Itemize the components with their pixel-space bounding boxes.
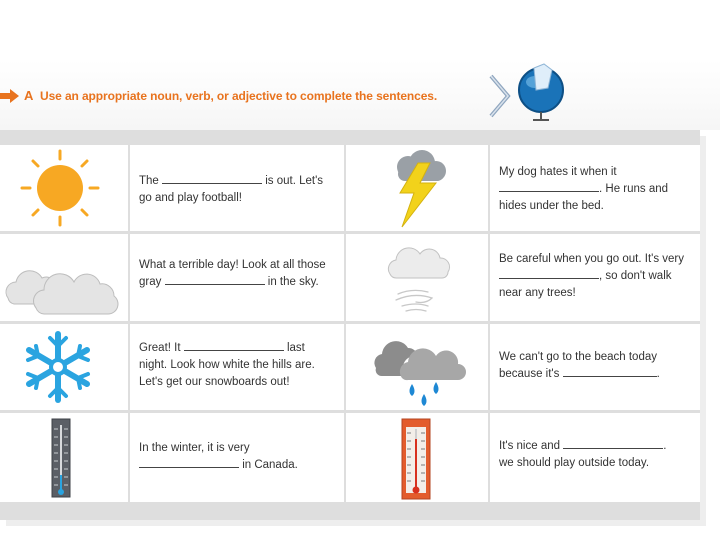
sentence-text: go and play football! bbox=[139, 192, 242, 204]
sentence-line bbox=[139, 440, 298, 457]
wind-icon bbox=[346, 234, 488, 321]
sentence-line bbox=[499, 455, 666, 472]
sentence-text: gray bbox=[139, 276, 165, 288]
sentence-line bbox=[139, 357, 315, 374]
sentence-cell bbox=[130, 234, 344, 321]
chevron-right-icon bbox=[488, 72, 512, 120]
exercise-instruction: Use an appropriate noun, verb, or adjective to complete the sentences. bbox=[40, 89, 438, 103]
sentence-line bbox=[139, 457, 298, 474]
cold-thermometer-icon bbox=[0, 413, 128, 502]
sentence-text: Let's get our snowboards out! bbox=[139, 376, 290, 388]
image-cell bbox=[0, 324, 128, 410]
sentence-text: . bbox=[663, 440, 667, 452]
sentence-2 bbox=[499, 164, 668, 215]
sentence-text: last bbox=[283, 342, 305, 354]
sentence-text: My dog hates it when it bbox=[499, 166, 617, 178]
sentence-text: is out. Let's bbox=[262, 175, 324, 187]
sentence-5 bbox=[139, 340, 315, 391]
sentence-text: We can't go to the beach today bbox=[499, 351, 657, 363]
sentence-line bbox=[499, 366, 660, 383]
snowflake-icon bbox=[0, 324, 128, 410]
sentence-cell bbox=[130, 413, 344, 502]
sentence-line bbox=[499, 198, 668, 215]
rain-cloud-icon bbox=[346, 324, 488, 410]
sentence-cell bbox=[490, 145, 700, 231]
sentence-text: we should play outside today. bbox=[499, 457, 650, 469]
answer-blank[interactable] bbox=[184, 340, 284, 351]
answer-blank[interactable] bbox=[499, 181, 599, 192]
sentence-cell bbox=[130, 324, 344, 410]
sun-icon bbox=[0, 145, 128, 231]
answer-blank[interactable] bbox=[563, 438, 663, 449]
sentence-6 bbox=[499, 349, 660, 383]
clouds-icon bbox=[0, 234, 128, 321]
sentence-text: . bbox=[656, 368, 660, 380]
sentence-text: hides under the bed. bbox=[499, 200, 604, 212]
sentence-line bbox=[139, 173, 323, 190]
sentence-text: . He runs and bbox=[599, 183, 669, 195]
sentence-4 bbox=[499, 251, 684, 302]
sentence-7 bbox=[139, 440, 298, 474]
sentence-line bbox=[499, 349, 660, 366]
sentence-line bbox=[499, 164, 668, 181]
image-cell bbox=[346, 324, 488, 410]
answer-blank[interactable] bbox=[563, 366, 657, 377]
sentence-text: , so don't walk bbox=[599, 270, 672, 282]
sentence-line bbox=[139, 274, 326, 291]
sentence-cell bbox=[130, 145, 344, 231]
sentence-line bbox=[139, 340, 315, 357]
sentence-line bbox=[499, 438, 666, 455]
answer-blank[interactable] bbox=[499, 268, 599, 279]
sentence-text: in the sky. bbox=[264, 276, 319, 288]
exercise-letter: A bbox=[24, 88, 34, 103]
image-cell bbox=[346, 234, 488, 321]
sentence-text: The bbox=[139, 175, 163, 187]
image-cell bbox=[346, 145, 488, 231]
right-arrow-icon bbox=[0, 88, 20, 104]
sentence-text: Be careful when you go out. It's very bbox=[499, 253, 685, 265]
exercise-panel bbox=[0, 130, 700, 520]
sentence-1 bbox=[139, 173, 323, 207]
sentence-8 bbox=[499, 438, 666, 472]
image-cell bbox=[0, 145, 128, 231]
sentence-line bbox=[499, 285, 684, 302]
sentence-line bbox=[139, 190, 323, 207]
sentence-text: in Canada. bbox=[239, 459, 298, 471]
sentence-3 bbox=[139, 257, 326, 291]
sentence-line bbox=[499, 181, 668, 198]
answer-blank[interactable] bbox=[139, 457, 239, 468]
answer-blank[interactable] bbox=[162, 173, 262, 184]
sentence-line bbox=[499, 268, 684, 285]
sentence-cell bbox=[490, 234, 700, 321]
sentence-text: In the winter, it is very bbox=[139, 442, 250, 454]
image-cell bbox=[0, 234, 128, 321]
sentence-line bbox=[139, 257, 326, 274]
image-cell bbox=[346, 413, 488, 502]
sentence-text: because it's bbox=[499, 368, 563, 380]
sentence-text: Great! It bbox=[139, 342, 184, 354]
sentence-text: It's nice and bbox=[499, 440, 564, 452]
sentence-line bbox=[139, 374, 315, 391]
image-cell bbox=[0, 413, 128, 502]
globe-icon bbox=[514, 60, 568, 124]
sentence-cell bbox=[490, 324, 700, 410]
sentence-text: What a terrible day! Look at all those bbox=[139, 259, 326, 271]
sentence-text: near any trees! bbox=[499, 287, 576, 299]
hot-thermometer-icon bbox=[346, 413, 488, 502]
thunderstorm-icon bbox=[346, 145, 488, 231]
sentence-text: night. Look how white the hills are. bbox=[139, 359, 315, 371]
sentence-line bbox=[499, 251, 684, 268]
sentence-cell bbox=[490, 413, 700, 502]
answer-blank[interactable] bbox=[165, 274, 265, 285]
